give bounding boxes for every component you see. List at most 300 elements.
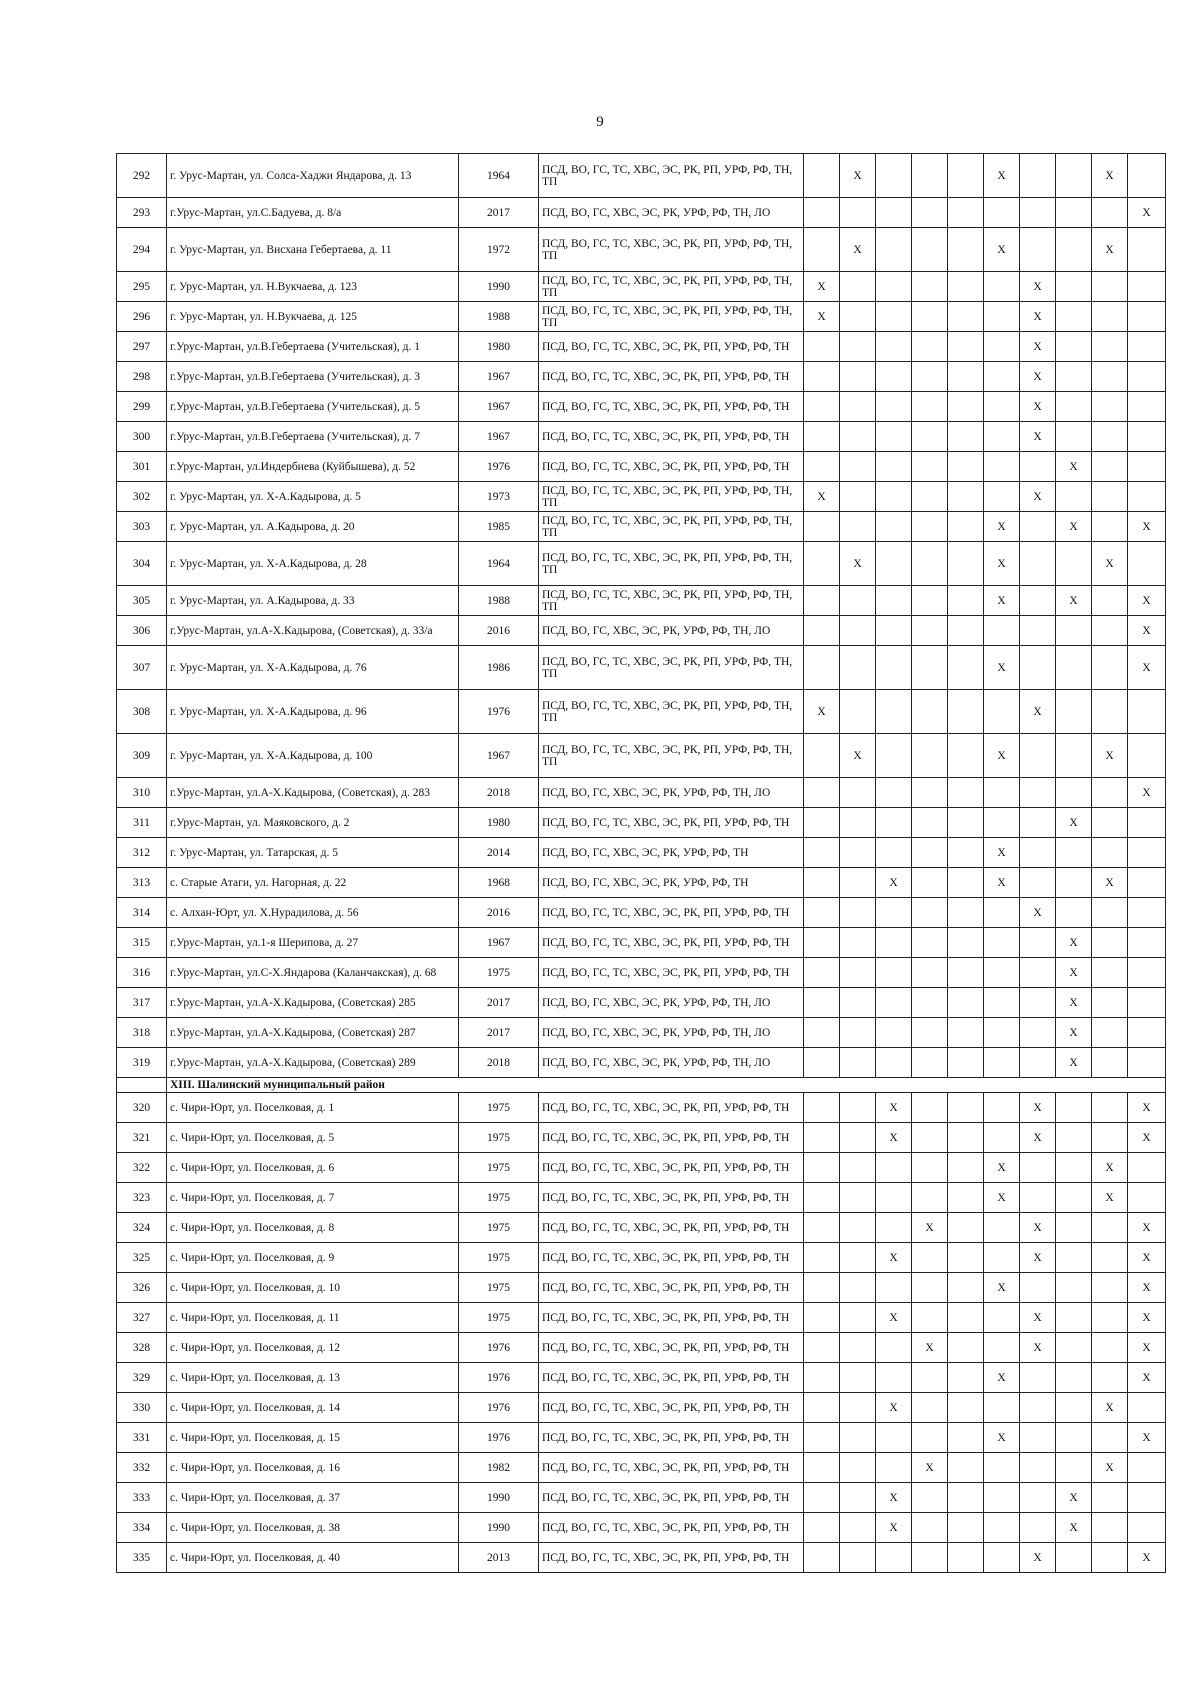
row-mark-cell-6 [984, 1213, 1020, 1243]
row-mark-cell-4 [912, 1393, 948, 1423]
table-row [117, 362, 1166, 392]
row-number: 306 [117, 616, 167, 646]
row-mark-cell-10 [1128, 868, 1166, 898]
table-row [117, 1093, 1166, 1123]
row-year: 1982 [459, 1453, 539, 1483]
row-address: с. Чири-Юрт, ул. Поселковая, д. 38 [167, 1513, 459, 1543]
row-mark-cell-9 [1092, 928, 1128, 958]
row-mark-cell-9 [1092, 586, 1128, 616]
row-mark-cell-8 [1056, 1273, 1092, 1303]
row-year: 1976 [459, 1393, 539, 1423]
row-mark-cell-4 [912, 154, 948, 198]
row-mark-cell-7 [1020, 1018, 1056, 1048]
row-mark-cell-5 [948, 154, 984, 198]
row-mark-cell-9 [1092, 616, 1128, 646]
row-mark-cell-3 [876, 1543, 912, 1573]
row-mark-cell-1 [804, 1213, 840, 1243]
row-mark-cell-3 [876, 1048, 912, 1078]
row-number: 319 [117, 1048, 167, 1078]
row-mark-cell-7 [1020, 646, 1056, 690]
row-mark-cell-2 [840, 838, 876, 868]
row-mark-cell-7 [1020, 1393, 1056, 1423]
row-number: 292 [117, 154, 167, 198]
row-mark-cell-10 [1128, 988, 1166, 1018]
row-mark-cell-5 [948, 422, 984, 452]
row-mark-cell-7 [1020, 154, 1056, 198]
row-mark-cell-6 [984, 1483, 1020, 1513]
row-mark-cell-8 [1056, 1183, 1092, 1213]
row-number: 296 [117, 302, 167, 332]
row-mark-x: Х [1020, 1543, 1056, 1573]
row-mark-cell-1 [804, 154, 840, 198]
row-mark-cell-3 [876, 272, 912, 302]
row-mark-cell-3 [876, 958, 912, 988]
row-mark-cell-9 [1092, 302, 1128, 332]
row-works: ПСД, ВО, ГС, ХВС, ЭС, РК, УРФ, РФ, ТН [539, 868, 804, 898]
row-mark-cell-6 [984, 452, 1020, 482]
table-row [117, 1303, 1166, 1333]
row-mark-cell-10 [1128, 1513, 1166, 1543]
table-row [117, 422, 1166, 452]
row-mark-cell-8 [1056, 332, 1092, 362]
row-address: с. Чири-Юрт, ул. Поселковая, д. 5 [167, 1123, 459, 1153]
row-mark-cell-3 [876, 482, 912, 512]
row-number: 318 [117, 1018, 167, 1048]
row-mark-cell-7 [1020, 778, 1056, 808]
row-mark-cell-6 [984, 198, 1020, 228]
row-mark-cell-7 [1020, 734, 1056, 778]
housing-registry-table [116, 153, 1166, 1573]
row-mark-x: Х [1092, 542, 1128, 586]
row-mark-x: Х [840, 542, 876, 586]
row-mark-cell-7 [1020, 1453, 1056, 1483]
row-mark-cell-2 [840, 392, 876, 422]
row-mark-cell-1 [804, 1303, 840, 1333]
row-mark-cell-10 [1128, 838, 1166, 868]
row-mark-cell-10 [1128, 1153, 1166, 1183]
row-mark-cell-8 [1056, 302, 1092, 332]
row-mark-cell-7 [1020, 1183, 1056, 1213]
row-works: ПСД, ВО, ГС, ТС, ХВС, ЭС, РК, РП, УРФ, РФ, ТН [539, 1333, 804, 1363]
row-mark-cell-2 [840, 928, 876, 958]
row-mark-cell-5 [948, 1363, 984, 1393]
row-mark-cell-4 [912, 422, 948, 452]
row-address: с. Чири-Юрт, ул. Поселковая, д. 12 [167, 1333, 459, 1363]
row-address: г.Урус-Мартан, ул.В.Гебертаева (Учительская), д. 7 [167, 422, 459, 452]
row-mark-cell-5 [948, 512, 984, 542]
row-mark-cell-6 [984, 958, 1020, 988]
row-works: ПСД, ВО, ГС, ТС, ХВС, ЭС, РК, РП, УРФ, РФ, ТН [539, 958, 804, 988]
row-mark-cell-1 [804, 868, 840, 898]
row-mark-x: Х [984, 586, 1020, 616]
row-mark-cell-8 [1056, 868, 1092, 898]
row-number: 295 [117, 272, 167, 302]
row-mark-cell-8 [1056, 1543, 1092, 1573]
row-mark-x: Х [1128, 616, 1166, 646]
table-row [117, 1423, 1166, 1453]
row-works: ПСД, ВО, ГС, ХВС, ЭС, РК, УРФ, РФ, ТН, ЛО [539, 198, 804, 228]
row-mark-cell-6 [984, 690, 1020, 734]
row-mark-cell-4 [912, 988, 948, 1018]
row-address: г.Урус-Мартан, ул.В.Гебертаева (Учительская), д. 3 [167, 362, 459, 392]
page-number: 9 [596, 114, 604, 130]
row-mark-cell-7 [1020, 586, 1056, 616]
row-mark-x: Х [984, 868, 1020, 898]
row-mark-cell-3 [876, 1363, 912, 1393]
row-number: 310 [117, 778, 167, 808]
row-address: с. Чири-Юрт, ул. Поселковая, д. 7 [167, 1183, 459, 1213]
row-mark-x: Х [984, 1183, 1020, 1213]
row-year: 1988 [459, 302, 539, 332]
row-mark-cell-1 [804, 1423, 840, 1453]
row-mark-cell-1 [804, 422, 840, 452]
row-mark-cell-7 [1020, 616, 1056, 646]
row-mark-cell-5 [948, 928, 984, 958]
row-works: ПСД, ВО, ГС, ТС, ХВС, ЭС, РК, РП, УРФ, РФ, ТН [539, 1513, 804, 1543]
row-mark-cell-7 [1020, 1363, 1056, 1393]
row-mark-cell-9 [1092, 1213, 1128, 1243]
row-mark-cell-8 [1056, 272, 1092, 302]
row-mark-x: Х [1020, 898, 1056, 928]
row-mark-cell-8 [1056, 482, 1092, 512]
row-mark-cell-9 [1092, 198, 1128, 228]
row-address: с. Чири-Юрт, ул. Поселковая, д. 40 [167, 1543, 459, 1573]
row-mark-x: Х [984, 154, 1020, 198]
row-works: ПСД, ВО, ГС, ТС, ХВС, ЭС, РК, РП, УРФ, РФ, ТН [539, 1363, 804, 1393]
row-mark-x: Х [912, 1213, 948, 1243]
row-address: г.Урус-Мартан, ул.А-Х.Кадырова, (Советская) 289 [167, 1048, 459, 1078]
row-address: с. Старые Атаги, ул. Нагорная, д. 22 [167, 868, 459, 898]
row-mark-cell-9 [1092, 898, 1128, 928]
row-mark-cell-5 [948, 1243, 984, 1273]
row-mark-cell-3 [876, 332, 912, 362]
row-mark-x: Х [1020, 1243, 1056, 1273]
row-mark-cell-9 [1092, 272, 1128, 302]
row-address: г.Урус-Мартан, ул.А-Х.Кадырова, (Советская) 285 [167, 988, 459, 1018]
row-year: 1967 [459, 392, 539, 422]
row-mark-cell-6 [984, 482, 1020, 512]
row-mark-cell-3 [876, 1333, 912, 1363]
row-year: 1975 [459, 1303, 539, 1333]
row-year: 1975 [459, 1213, 539, 1243]
row-address: г. Урус-Мартан, ул. Татарская, д. 5 [167, 838, 459, 868]
row-mark-cell-10 [1128, 1393, 1166, 1423]
row-mark-cell-10 [1128, 482, 1166, 512]
row-mark-cell-1 [804, 542, 840, 586]
row-address: г.Урус-Мартан, ул.В.Гебертаева (Учительская), д. 5 [167, 392, 459, 422]
row-mark-cell-3 [876, 1018, 912, 1048]
row-mark-x: Х [840, 734, 876, 778]
row-mark-cell-6 [984, 808, 1020, 838]
row-works: ПСД, ВО, ГС, ХВС, ЭС, РК, УРФ, РФ, ТН, ЛО [539, 616, 804, 646]
row-mark-cell-3 [876, 734, 912, 778]
row-mark-cell-6 [984, 332, 1020, 362]
table-row [117, 1333, 1166, 1363]
row-mark-x: Х [876, 868, 912, 898]
row-mark-cell-6 [984, 1453, 1020, 1483]
table-row [117, 958, 1166, 988]
row-mark-x: Х [1056, 1048, 1092, 1078]
row-mark-cell-10 [1128, 392, 1166, 422]
row-mark-cell-6 [984, 988, 1020, 1018]
row-mark-cell-1 [804, 988, 840, 1018]
row-mark-cell-1 [804, 778, 840, 808]
row-mark-x: Х [1128, 778, 1166, 808]
row-mark-cell-2 [840, 1423, 876, 1453]
row-mark-cell-8 [1056, 1123, 1092, 1153]
row-mark-cell-9 [1092, 1243, 1128, 1273]
row-mark-cell-7 [1020, 1513, 1056, 1543]
row-mark-cell-1 [804, 362, 840, 392]
row-works: ПСД, ВО, ГС, ТС, ХВС, ЭС, РК, РП, УРФ, РФ, ТН [539, 1153, 804, 1183]
row-mark-cell-3 [876, 228, 912, 272]
row-number: 307 [117, 646, 167, 690]
row-mark-x: Х [1128, 1543, 1166, 1573]
row-mark-cell-2 [840, 1243, 876, 1273]
row-year: 1975 [459, 958, 539, 988]
row-year: 1967 [459, 422, 539, 452]
row-address: г. Урус-Мартан, ул. Солса-Хаджи Яндарова, д. 13 [167, 154, 459, 198]
section-header-row [117, 1078, 1166, 1093]
row-mark-x: Х [876, 1303, 912, 1333]
row-mark-cell-9 [1092, 1018, 1128, 1048]
row-mark-cell-9 [1092, 1543, 1128, 1573]
row-mark-x: Х [1128, 1093, 1166, 1123]
row-works: ПСД, ВО, ГС, ТС, ХВС, ЭС, РК, РП, УРФ, РФ, ТН [539, 1423, 804, 1453]
row-works: ПСД, ВО, ГС, ТС, ХВС, ЭС, РК, РП, УРФ, РФ, ТН [539, 1243, 804, 1273]
row-year: 2014 [459, 838, 539, 868]
row-year: 1967 [459, 928, 539, 958]
row-mark-cell-3 [876, 302, 912, 332]
table-row [117, 198, 1166, 228]
row-mark-cell-3 [876, 1213, 912, 1243]
row-number: 320 [117, 1093, 167, 1123]
row-mark-cell-1 [804, 616, 840, 646]
table-row [117, 734, 1166, 778]
row-year: 1980 [459, 808, 539, 838]
row-year: 1975 [459, 1153, 539, 1183]
row-mark-cell-4 [912, 868, 948, 898]
row-works: ПСД, ВО, ГС, ХВС, ЭС, РК, УРФ, РФ, ТН [539, 838, 804, 868]
row-year: 1975 [459, 1123, 539, 1153]
row-year: 1975 [459, 1243, 539, 1273]
row-mark-cell-8 [1056, 616, 1092, 646]
row-mark-cell-10 [1128, 1483, 1166, 1513]
row-mark-cell-6 [984, 1093, 1020, 1123]
row-mark-cell-4 [912, 778, 948, 808]
row-mark-cell-7 [1020, 988, 1056, 1018]
row-mark-x: Х [1128, 1333, 1166, 1363]
row-address: г.Урус-Мартан, ул. Маяковского, д. 2 [167, 808, 459, 838]
row-mark-x: Х [876, 1513, 912, 1543]
row-mark-cell-4 [912, 958, 948, 988]
row-year: 1975 [459, 1183, 539, 1213]
row-mark-x: Х [1092, 228, 1128, 272]
row-works: ПСД, ВО, ГС, ТС, ХВС, ЭС, РК, РП, УРФ, РФ, ТН, ТП [539, 482, 804, 512]
row-works: ПСД, ВО, ГС, ХВС, ЭС, РК, УРФ, РФ, ТН, ЛО [539, 1048, 804, 1078]
row-number: 299 [117, 392, 167, 422]
row-mark-cell-10 [1128, 362, 1166, 392]
row-works: ПСД, ВО, ГС, ТС, ХВС, ЭС, РК, РП, УРФ, РФ, ТН [539, 332, 804, 362]
row-year: 1964 [459, 154, 539, 198]
row-mark-cell-5 [948, 586, 984, 616]
row-mark-cell-1 [804, 1093, 840, 1123]
row-mark-x: Х [1092, 1153, 1128, 1183]
row-mark-x: Х [912, 1453, 948, 1483]
row-address: г.Урус-Мартан, ул.Индербиева (Куйбышева), д. 52 [167, 452, 459, 482]
row-mark-cell-5 [948, 1183, 984, 1213]
row-mark-cell-2 [840, 1123, 876, 1153]
row-year: 1975 [459, 1093, 539, 1123]
row-mark-cell-1 [804, 928, 840, 958]
row-address: г. Урус-Мартан, ул. Х-А.Кадырова, д. 76 [167, 646, 459, 690]
row-works: ПСД, ВО, ГС, ТС, ХВС, ЭС, РК, РП, УРФ, РФ, ТН, ТП [539, 302, 804, 332]
row-mark-cell-2 [840, 198, 876, 228]
row-mark-cell-1 [804, 1363, 840, 1393]
row-mark-x: Х [984, 1153, 1020, 1183]
row-mark-cell-5 [948, 778, 984, 808]
row-mark-cell-10 [1128, 928, 1166, 958]
row-number: 293 [117, 198, 167, 228]
row-year: 1976 [459, 690, 539, 734]
row-mark-x: Х [984, 512, 1020, 542]
row-mark-cell-10 [1128, 1453, 1166, 1483]
row-address: с. Чири-Юрт, ул. Поселковая, д. 6 [167, 1153, 459, 1183]
row-mark-cell-4 [912, 1183, 948, 1213]
row-mark-cell-1 [804, 392, 840, 422]
row-mark-cell-10 [1128, 272, 1166, 302]
row-mark-cell-9 [1092, 452, 1128, 482]
row-mark-x: Х [1056, 958, 1092, 988]
row-mark-x: Х [1020, 362, 1056, 392]
row-mark-cell-5 [948, 1273, 984, 1303]
row-mark-x: Х [1056, 1018, 1092, 1048]
row-mark-cell-4 [912, 1543, 948, 1573]
table-row [117, 838, 1166, 868]
row-number: 332 [117, 1453, 167, 1483]
row-number: 303 [117, 512, 167, 542]
table-row [117, 1153, 1166, 1183]
row-mark-cell-4 [912, 1093, 948, 1123]
row-number: 308 [117, 690, 167, 734]
table-row [117, 482, 1166, 512]
section-label: XIII. Шалинский муниципальный район [167, 1078, 1166, 1093]
row-mark-cell-9 [1092, 512, 1128, 542]
row-mark-cell-8 [1056, 422, 1092, 452]
row-mark-cell-9 [1092, 808, 1128, 838]
row-mark-cell-5 [948, 542, 984, 586]
row-year: 1990 [459, 1483, 539, 1513]
row-mark-x: Х [984, 734, 1020, 778]
row-year: 1986 [459, 646, 539, 690]
row-mark-cell-2 [840, 1213, 876, 1243]
row-works: ПСД, ВО, ГС, ТС, ХВС, ЭС, РК, РП, УРФ, РФ, ТН [539, 452, 804, 482]
row-address: г. Урус-Мартан, ул. А.Кадырова, д. 20 [167, 512, 459, 542]
row-mark-cell-8 [1056, 646, 1092, 690]
row-mark-cell-3 [876, 452, 912, 482]
table-row [117, 646, 1166, 690]
row-number: 317 [117, 988, 167, 1018]
row-mark-cell-2 [840, 868, 876, 898]
row-mark-cell-2 [840, 482, 876, 512]
row-mark-cell-9 [1092, 1483, 1128, 1513]
row-mark-cell-4 [912, 512, 948, 542]
table-row [117, 1513, 1166, 1543]
row-mark-cell-5 [948, 868, 984, 898]
row-mark-cell-2 [840, 1393, 876, 1423]
row-mark-cell-2 [840, 1483, 876, 1513]
row-mark-cell-9 [1092, 1423, 1128, 1453]
row-mark-cell-2 [840, 1018, 876, 1048]
row-mark-cell-5 [948, 392, 984, 422]
row-mark-cell-6 [984, 778, 1020, 808]
table-row [117, 154, 1166, 198]
row-mark-cell-2 [840, 958, 876, 988]
row-mark-cell-3 [876, 542, 912, 586]
row-mark-x: Х [876, 1483, 912, 1513]
row-address: с. Чири-Юрт, ул. Поселковая, д. 9 [167, 1243, 459, 1273]
row-mark-cell-10 [1128, 690, 1166, 734]
row-mark-cell-9 [1092, 778, 1128, 808]
row-mark-cell-2 [840, 1333, 876, 1363]
row-address: с. Чири-Юрт, ул. Поселковая, д. 14 [167, 1393, 459, 1423]
row-mark-cell-10 [1128, 1048, 1166, 1078]
row-mark-cell-5 [948, 808, 984, 838]
row-mark-x: Х [1128, 1123, 1166, 1153]
row-mark-cell-4 [912, 228, 948, 272]
row-number: 316 [117, 958, 167, 988]
row-works: ПСД, ВО, ГС, ТС, ХВС, ЭС, РК, РП, УРФ, РФ, ТН [539, 362, 804, 392]
table-row [117, 808, 1166, 838]
row-mark-cell-9 [1092, 1303, 1128, 1333]
row-mark-x: Х [1056, 1513, 1092, 1543]
row-year: 2018 [459, 1048, 539, 1078]
row-mark-cell-9 [1092, 1048, 1128, 1078]
row-mark-x: Х [984, 1423, 1020, 1453]
row-works: ПСД, ВО, ГС, ХВС, ЭС, РК, УРФ, РФ, ТН, ЛО [539, 1018, 804, 1048]
table-row [117, 586, 1166, 616]
row-mark-cell-5 [948, 1543, 984, 1573]
row-mark-cell-8 [1056, 392, 1092, 422]
row-number: 334 [117, 1513, 167, 1543]
row-mark-cell-5 [948, 1423, 984, 1453]
row-mark-cell-3 [876, 1273, 912, 1303]
row-mark-x: Х [840, 228, 876, 272]
row-address: с. Алхан-Юрт, ул. Х.Нурадилова, д. 56 [167, 898, 459, 928]
row-address: г. Урус-Мартан, ул. Н.Вукчаева, д. 125 [167, 302, 459, 332]
row-mark-cell-5 [948, 1453, 984, 1483]
row-number: 331 [117, 1423, 167, 1453]
row-mark-cell-4 [912, 362, 948, 392]
row-mark-cell-2 [840, 616, 876, 646]
row-mark-cell-1 [804, 586, 840, 616]
row-mark-cell-1 [804, 1153, 840, 1183]
row-mark-cell-9 [1092, 958, 1128, 988]
row-mark-cell-3 [876, 154, 912, 198]
row-year: 1973 [459, 482, 539, 512]
row-mark-cell-8 [1056, 362, 1092, 392]
row-address: г.Урус-Мартан, ул.1-я Шерипова, д. 27 [167, 928, 459, 958]
row-mark-cell-9 [1092, 332, 1128, 362]
row-mark-cell-8 [1056, 898, 1092, 928]
row-mark-x: Х [1020, 272, 1056, 302]
row-mark-cell-2 [840, 778, 876, 808]
row-works: ПСД, ВО, ГС, ТС, ХВС, ЭС, РК, РП, УРФ, РФ, ТН [539, 1543, 804, 1573]
row-mark-cell-4 [912, 646, 948, 690]
row-number: 330 [117, 1393, 167, 1423]
row-mark-cell-3 [876, 898, 912, 928]
row-mark-cell-3 [876, 586, 912, 616]
